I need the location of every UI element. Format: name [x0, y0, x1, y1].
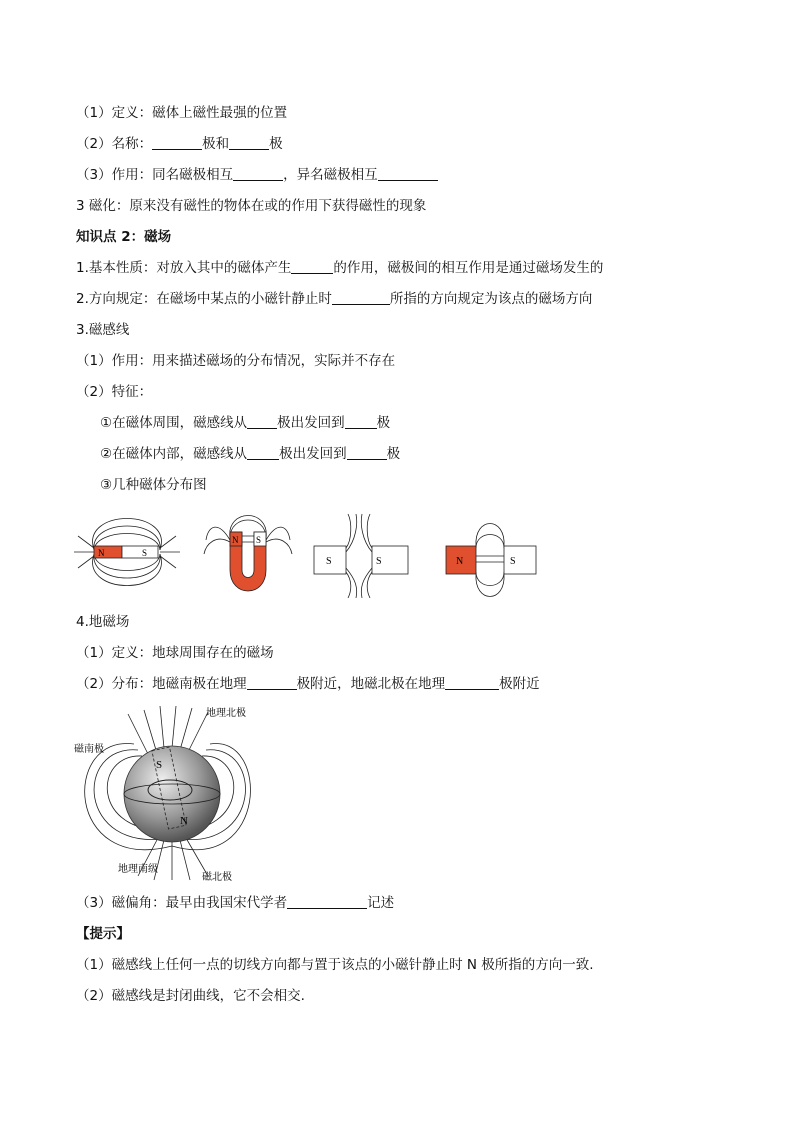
blank	[233, 166, 283, 181]
blank	[291, 259, 333, 274]
bar-magnet-figure	[72, 510, 182, 594]
bar-n-label: N	[98, 548, 105, 558]
mag-south-label: 磁南极	[74, 744, 104, 755]
field-lines-feature: （2）特征：	[76, 384, 153, 400]
section-heading-kp2: 知识点 2：磁场	[76, 229, 172, 245]
pole-effect: （3）作用：同名磁极相互 ，异名磁极相互	[76, 166, 438, 184]
earth-s-pole: S	[156, 759, 163, 771]
field-direction: 2.方向规定：在磁场中某点的小磁针静止时 所指的方向规定为该点的磁场方向	[76, 291, 593, 307]
opposite-poles-figure	[444, 512, 540, 598]
blank	[378, 166, 438, 181]
earth-n-pole: N	[180, 815, 188, 827]
earth-field-figure	[72, 704, 256, 882]
pair-left-label: S	[326, 556, 332, 567]
blank	[247, 414, 277, 429]
geo-south-label: 地理南级	[118, 864, 158, 875]
blank	[287, 894, 367, 909]
u-magnet-figure	[200, 510, 296, 598]
earth-distribution: （2）分布：地磁南极在地理 极附近，地磁北极在地理 极附近	[76, 676, 540, 692]
blank	[247, 675, 297, 690]
blank	[347, 445, 387, 460]
blank	[247, 445, 279, 460]
blank	[152, 135, 202, 150]
feature-outside: ①在磁体周围，磁感线从 极出发回到 极	[100, 415, 391, 431]
u-n-label: N	[232, 535, 239, 545]
blank	[445, 675, 499, 690]
field-lines-use: （1）作用：用来描述磁场的分布情况，实际并不存在	[76, 353, 396, 369]
tip-1: （1）磁感线上任何一点的切线方向都与置于该点的小磁针静止时 N 极所指的方向一致.	[76, 957, 594, 973]
earth-field-title: 4.地磁场	[76, 614, 130, 630]
tips-heading: 【提示】	[76, 926, 130, 942]
feature-figures-caption: ③几种磁体分布图	[100, 477, 207, 493]
geo-north-label: 地理北极	[206, 708, 246, 719]
pole-name: （2）名称： 极和 极	[76, 136, 283, 152]
field-lines-title: 3.磁感线	[76, 322, 130, 338]
field-property: 1.基本性质：对放入其中的磁体产生 的作用，磁极间的相互作用是通过磁场发生的	[76, 260, 604, 276]
like-poles-figure	[312, 512, 412, 598]
feature-inside: ②在磁体内部，磁感线从 极出发回到 极	[100, 446, 401, 462]
np-n-label: N	[456, 556, 464, 567]
pole-definition: （1）定义：磁体上磁性最强的位置	[76, 105, 288, 121]
mag-north-label: 磁北极	[202, 872, 232, 882]
blank	[229, 135, 269, 150]
declination-line: （3）磁偏角：最早由我国宋代学者 记述	[76, 895, 395, 911]
blank	[332, 290, 390, 305]
tip-2: （2）磁感线是封闭曲线，它不会相交.	[76, 988, 305, 1004]
blank	[345, 414, 377, 429]
np-s-label: S	[510, 556, 516, 567]
magnetization-line: 3 磁化：原来没有磁性的物体在或的作用下获得磁性的现象	[76, 198, 427, 214]
earth-definition: （1）定义：地球周围存在的磁场	[76, 645, 274, 661]
u-s-label: S	[256, 535, 262, 545]
pair-right-label: S	[376, 556, 382, 567]
bar-s-label: S	[142, 548, 148, 558]
